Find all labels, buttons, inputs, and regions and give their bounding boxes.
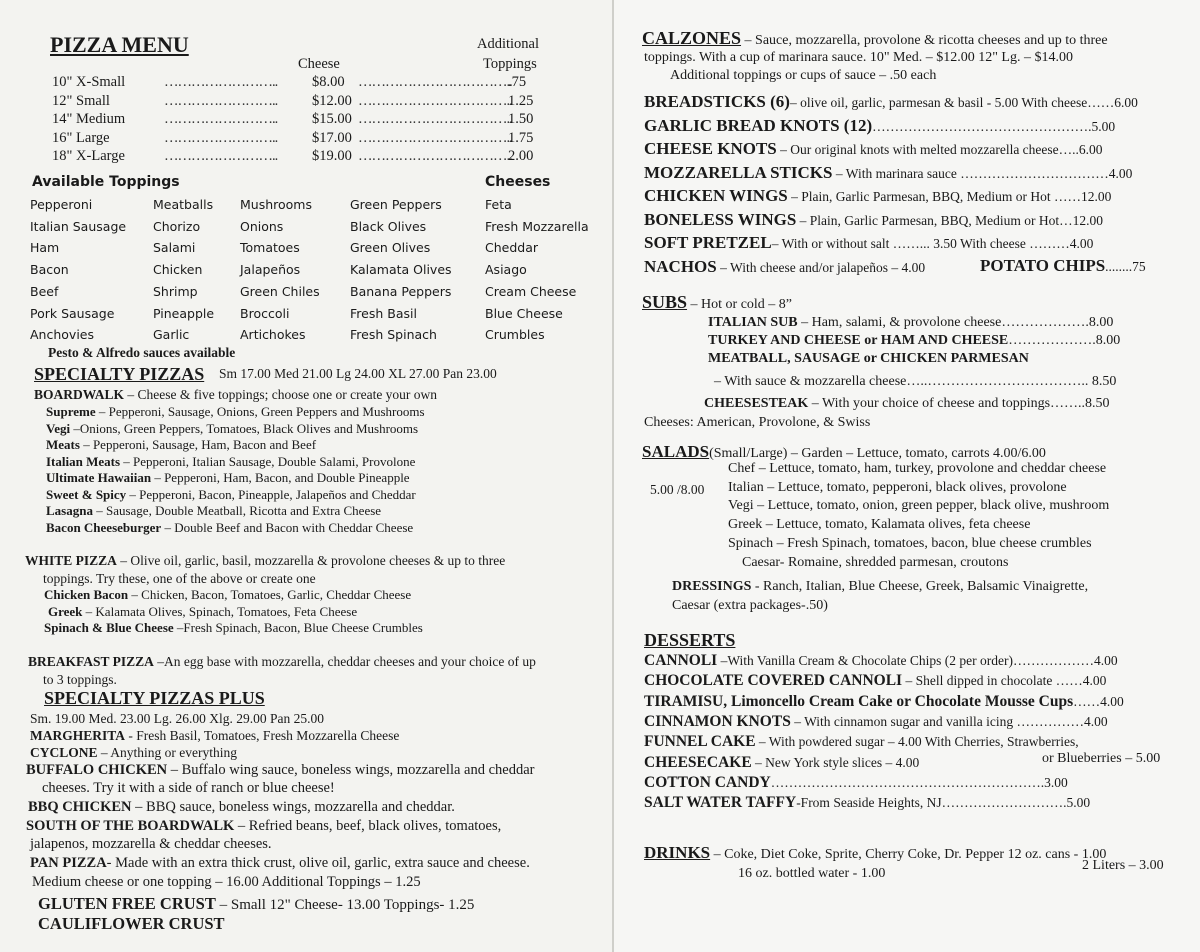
breakfast-pizza-name: BREAKFAST PIZZA <box>28 654 154 669</box>
appetizer-item-desc: – With or without salt ……... 3.50 With cheese ………4.00 <box>771 236 1094 251</box>
salad-item: Italian – Lettuce, tomato, pepperoni, black olives, provolone <box>728 479 1067 495</box>
topping-price: 1.50 <box>508 111 534 127</box>
gluten-desc: – Small 12" Cheese- 13.00 Toppings- 1.25 <box>215 897 475 913</box>
appetizer-item-desc: – Plain, Garlic Parmesan, BBQ, Medium or Hot ……12.00 <box>787 189 1112 204</box>
margherita-name: MARGHERITA <box>30 728 126 743</box>
salad-item: Caesar- Romaine, shredded parmesan, croutons <box>742 554 1009 570</box>
appetizer-item-name: GARLIC BREAD KNOTS (12) <box>644 115 873 135</box>
specialty-item <box>46 404 425 420</box>
calzones-desc-3: Additional toppings or cups of sauce – .50 each <box>670 68 937 83</box>
topping-item: Green Peppers <box>350 197 442 212</box>
topping-item: Pork Sausage <box>30 305 115 321</box>
size-label: 16" Large <box>52 129 110 146</box>
turkey-name: TURKEY AND CHEESE or HAM AND CHEESE <box>708 333 1009 348</box>
dessert-item <box>644 733 1079 751</box>
drinks-desc: – Coke, Diet Coke, Sprite, Cherry Coke, Dr. Pepper 12 oz. cans - 1.00 <box>710 847 1107 862</box>
white-pizza-item <box>48 604 357 620</box>
cyclone-line <box>30 745 237 761</box>
cyclone-desc: – Anything or everything <box>97 745 237 760</box>
sub-cheeses: Cheeses: American, Provolone, & Swiss <box>644 415 871 430</box>
potato-chips-name: POTATO CHIPS <box>980 256 1106 275</box>
salads-line <box>642 442 1046 462</box>
topping-item: Chicken <box>153 262 203 278</box>
cheese-item: Blue Cheese <box>485 305 563 321</box>
appetizer-item-desc: ………………………………………….5.00 <box>872 118 1116 134</box>
two-liters: 2 Liters – 3.00 <box>1082 858 1164 873</box>
specialty-item <box>46 437 316 453</box>
dessert-item <box>644 693 1124 711</box>
funnel-cake-extra: or Blueberries – 5.00 <box>1042 751 1161 766</box>
white-pizza-desc-2: toppings. Try these, one of the above or create one <box>43 571 316 586</box>
specialty-item <box>46 487 416 503</box>
dressings-desc-2: Caesar (extra packages-.50) <box>672 598 828 613</box>
dessert-item-desc: -From Seaside Heights, NJ……………………….5.00 <box>796 795 1091 811</box>
italian-sub-line <box>708 315 1113 331</box>
white-pizza-item-name: Spinach & Blue Cheese <box>44 620 174 635</box>
cheese-item: Fresh Mozzarella <box>485 218 589 234</box>
dessert-item-name: FUNNEL CAKE <box>644 733 756 751</box>
additional-column-header: Additional <box>477 36 540 52</box>
calzones-line <box>642 28 1108 49</box>
specialty-pizzas-title: SPECIALTY PIZZAS <box>34 364 205 384</box>
white-pizza-name: WHITE PIZZA <box>25 553 117 568</box>
dessert-item-desc: …………………………………………………….3.00 <box>770 774 1068 790</box>
dessert-item-name: SALT WATER TAFFY <box>644 794 797 812</box>
specialty-item-desc: – Pepperoni, Ham, Bacon, and Double Pineapple <box>151 470 410 485</box>
dressings-desc: - Ranch, Italian, Blue Cheese, Greek, Balsamic Vinaigrette, <box>751 579 1089 594</box>
cheese-item: Cream Cheese <box>485 283 577 299</box>
topping-item: Fresh Basil <box>350 305 417 321</box>
specialty-prices: Sm 17.00 Med 21.00 Lg 24.00 XL 27.00 Pan 23.00 <box>219 366 497 381</box>
italian-sub-name: ITALIAN SUB <box>708 315 798 330</box>
boardwalk-line <box>34 387 437 403</box>
topping-item: Chorizo <box>153 218 201 234</box>
specialty-item-desc: – Pepperoni, Bacon, Pineapple, Jalapeños and Cheddar <box>126 486 416 502</box>
topping-item: Meatballs <box>153 197 214 212</box>
topping-item: Beef <box>30 283 59 299</box>
specialty-item-name: Meats <box>46 437 80 452</box>
appetizer-item <box>644 139 1103 159</box>
dot-leader-1: …………………….. <box>164 129 278 146</box>
buffalo-desc-2: cheeses. Try it with a side of ranch or blue cheese! <box>42 780 335 796</box>
appetizer-item-name: CHEESE KNOTS <box>644 139 777 158</box>
cheese-item: Asiago <box>485 262 527 278</box>
italian-sub-desc: – Ham, salami, & provolone cheese……………….8.00 <box>797 315 1114 330</box>
calzones-name: CALZONES <box>642 28 742 48</box>
south-desc: – Refried beans, beef, black olives, tomatoes, <box>234 818 502 834</box>
dessert-item <box>644 672 1106 690</box>
topping-item: Mushrooms <box>240 197 312 212</box>
dessert-item <box>644 713 1108 731</box>
salad-item: Greek – Lettuce, tomato, Kalamata olives, feta cheese <box>728 517 1031 533</box>
topping-item: Kalamata Olives <box>350 262 452 278</box>
specialty-item-name: Ultimate Hawaiian <box>46 470 152 485</box>
size-label: 18" X-Large <box>52 148 125 164</box>
breakfast-pizza-desc-2: to 3 toppings. <box>43 672 117 687</box>
size-label: 10" X-Small <box>52 74 126 90</box>
appetizer-item <box>644 257 925 277</box>
specialty-item <box>46 503 381 519</box>
turkey-line <box>708 333 1120 349</box>
gluten-line <box>38 894 474 914</box>
topping-item: Shrimp <box>153 283 198 299</box>
boardwalk-name: BOARDWALK <box>34 387 125 402</box>
toppings-column-header: Toppings <box>483 56 537 72</box>
subs-desc: – Hot or cold – 8” <box>687 297 793 312</box>
appetizer-item-desc: – With cheese and/or jalapeños – 4.00 <box>716 259 926 275</box>
appetizer-item <box>644 186 1111 206</box>
dessert-item-desc: – With powdered sugar – 4.00 With Cherries, Strawberries, <box>755 734 1079 750</box>
dot-leader-1: …………………….. <box>164 111 278 127</box>
dessert-item <box>644 794 1090 812</box>
turkey-price: ……………….8.00 <box>1008 333 1121 348</box>
subs-line <box>642 292 792 313</box>
specialty-item-name: Sweet & Spicy <box>46 486 127 502</box>
white-pizza-item <box>44 587 411 603</box>
appetizer-item-name: BREADSTICKS (6) <box>644 92 790 111</box>
cheese-column-header: Cheese <box>298 56 340 72</box>
salads-garden: (Small/Large) – Garden – Lettuce, tomato, carrots 4.00/6.00 <box>709 446 1046 461</box>
subs-name: SUBS <box>642 292 688 312</box>
topping-item: Anchovies <box>30 327 94 343</box>
topping-price: .75 <box>508 74 527 90</box>
calzones-desc-2: toppings. With a cup of marinara sauce. 10" Med. – $12.00 12" Lg. – $14.00 <box>644 50 1073 65</box>
dressings-name: DRESSINGS <box>672 579 752 594</box>
south-line <box>26 818 501 835</box>
topping-price: 2.00 <box>508 148 534 164</box>
topping-item: Banana Peppers <box>350 283 452 299</box>
dot-leader-2: …………………………….. <box>358 74 512 90</box>
topping-price: 1.75 <box>508 129 534 146</box>
bottled-water: 16 oz. bottled water - 1.00 <box>738 866 886 881</box>
dessert-item <box>644 774 1068 792</box>
appetizer-item-desc: – Our original knots with melted mozzarella cheese…..6.00 <box>776 142 1103 157</box>
cheese-item: Feta <box>485 197 512 212</box>
meatball-sub-desc: – With sauce & mozzarella cheese…..…………………………….. 8.50 <box>714 374 1117 389</box>
cheese-price: $15.00 <box>312 111 352 127</box>
dessert-item <box>644 652 1118 670</box>
cyclone-name: CYCLONE <box>30 745 98 760</box>
topping-item: Green Chiles <box>240 283 320 299</box>
specialty-item-name: Bacon Cheeseburger <box>46 519 162 535</box>
bbq-line <box>28 799 455 816</box>
buffalo-name: BUFFALO CHICKEN <box>26 762 168 778</box>
bbq-desc: – BBQ sauce, boneless wings, mozzarella and cheddar. <box>131 799 455 815</box>
specialty-item-desc: – Pepperoni, Sausage, Ham, Bacon and Beef <box>79 437 317 452</box>
topping-item: Broccoli <box>240 305 290 321</box>
specialty-item <box>46 421 418 437</box>
toppings-heading: Available Toppings <box>32 174 180 190</box>
cheesesteak-line <box>704 396 1110 412</box>
topping-price: 1.25 <box>508 92 534 109</box>
specialty-item-name: Lasagna <box>46 503 93 518</box>
dot-leader-2: …………………………….. <box>358 92 512 109</box>
appetizer-item <box>644 92 1138 112</box>
dessert-item-desc: – With cinnamon sugar and vanilla icing ……………4.00 <box>790 713 1108 729</box>
salad-item: Vegi – Lettuce, tomato, onion, green pepper, black olive, mushroom <box>728 498 1110 514</box>
salads-price: 5.00 /8.00 <box>650 482 705 497</box>
breakfast-pizza-desc: –An egg base with mozzarella, cheddar cheeses and your choice of up <box>153 654 536 669</box>
dessert-item-name: CHEESECAKE <box>644 753 752 771</box>
white-pizza-line <box>25 553 505 569</box>
size-label: 12" Small <box>52 92 110 109</box>
dot-leader-2: …………………………….. <box>358 129 512 146</box>
potato-chips-price: ........75 <box>1105 259 1146 274</box>
specialty-item <box>46 470 410 486</box>
meatball-sub-name: MEATBALL, SAUSAGE or CHICKEN PARMESAN <box>708 351 1029 366</box>
cheese-price: $19.00 <box>312 148 352 164</box>
white-pizza-item-name: Chicken Bacon <box>44 587 129 602</box>
dessert-item-desc: – New York style slices – 4.00 <box>751 754 920 770</box>
specialty-item-desc: – Pepperoni, Sausage, Onions, Green Peppers and Mushrooms <box>95 404 425 419</box>
specialty-item-desc: – Double Beef and Bacon with Cheddar Cheese <box>161 519 414 535</box>
topping-item: Pepperoni <box>30 197 93 212</box>
white-pizza-desc: – Olive oil, garlic, basil, mozzarella & provolone cheeses & up to three <box>116 553 506 568</box>
dessert-item-name: CHOCOLATE COVERED CANNOLI <box>644 672 903 690</box>
dot-leader-2: …………………………….. <box>358 111 512 127</box>
appetizer-item-desc: – olive oil, garlic, parmesan & basil - 5.00 With cheese……6.00 <box>789 95 1138 110</box>
dessert-item-name: CINNAMON KNOTS <box>644 712 791 730</box>
salads-name: SALADS <box>642 442 710 461</box>
specialty-item-name: Italian Meats <box>46 453 121 469</box>
buffalo-line <box>26 762 534 779</box>
specialty-plus-title: SPECIALTY PIZZAS PLUS <box>44 688 265 708</box>
appetizer-item-name: SOFT PRETZEL <box>644 233 772 252</box>
dot-leader-1: …………………….. <box>164 148 278 164</box>
dessert-item-desc: –With Vanilla Cream & Chocolate Chips (2 per order)………………4.00 <box>717 653 1118 668</box>
pan-desc: - Made with an extra thick crust, olive oil, garlic, extra sauce and cheese. <box>106 855 530 871</box>
appetizer-item <box>644 116 1115 136</box>
dot-leader-1: …………………….. <box>164 74 278 90</box>
topping-item: Salami <box>153 240 196 256</box>
calzones-desc: – Sauce, mozzarella, provolone & ricotta cheeses and up to three <box>741 33 1108 48</box>
topping-item: Ham <box>30 240 60 256</box>
topping-item: Garlic <box>153 327 190 343</box>
pan-line <box>30 855 530 872</box>
cheese-price: $8.00 <box>312 74 345 90</box>
cheese-price: $17.00 <box>312 129 352 146</box>
specialty-item-desc: – Sausage, Double Meatball, Ricotta and Extra Cheese <box>92 503 382 518</box>
cheesesteak-name: CHEESESTEAK <box>704 396 809 411</box>
dot-leader-2: …………………………….. <box>358 148 512 164</box>
topping-item: Italian Sausage <box>30 218 127 234</box>
cauliflower-crust: CAULIFLOWER CRUST <box>38 914 225 933</box>
cheese-item: Cheddar <box>485 240 539 256</box>
cheese-price: $12.00 <box>312 92 352 109</box>
topping-item: Tomatoes <box>240 240 300 256</box>
appetizer-item-name: BONELESS WINGS <box>644 209 797 229</box>
specialty-item-name: Supreme <box>46 404 96 419</box>
pan-price: Medium cheese or one topping – 16.00 Additional Toppings – 1.25 <box>32 874 421 890</box>
dessert-item-name: CANNOLI <box>644 652 718 669</box>
right-column <box>612 0 1200 952</box>
specialty-plus-prices: Sm. 19.00 Med. 23.00 Lg. 26.00 Xlg. 29.00 Pan 25.00 <box>30 711 325 726</box>
potato-chips-line <box>980 256 1146 276</box>
specialty-item <box>46 520 413 536</box>
dessert-item-name: TIRAMISU, Limoncello Cream Cake or Chocolate Mousse Cups <box>644 692 1074 710</box>
dessert-item-desc: ……4.00 <box>1073 693 1124 709</box>
dot-leader-1: …………………….. <box>164 92 278 109</box>
size-label: 14" Medium <box>52 111 126 127</box>
topping-item: Onions <box>240 218 284 234</box>
boardwalk-desc: – Cheese & five toppings; choose one or create your own <box>124 387 438 402</box>
white-pizza-item-desc: –Fresh Spinach, Bacon, Blue Cheese Crumbles <box>173 620 423 635</box>
margherita-desc: - Fresh Basil, Tomatoes, Fresh Mozzarella Cheese <box>125 728 400 743</box>
dessert-item-desc: – Shell dipped in chocolate ……4.00 <box>902 673 1107 689</box>
topping-item: Artichokes <box>240 327 306 343</box>
specialty-item-desc: –Onions, Green Peppers, Tomatoes, Black Olives and Mushrooms <box>70 420 419 436</box>
appetizer-item-name: MOZZARELLA STICKS <box>644 162 833 182</box>
gluten-name: GLUTEN FREE CRUST <box>38 894 216 913</box>
south-desc-2: jalapenos, mozzarella & cheddar cheeses. <box>30 836 272 852</box>
dressings-line <box>672 579 1088 595</box>
appetizer-item-desc: – Plain, Garlic Parmesan, BBQ, Medium or Hot…12.00 <box>796 212 1103 228</box>
topping-item: Black Olives <box>350 218 427 234</box>
white-pizza-item-desc: – Kalamata Olives, Spinach, Tomatoes, Feta Cheese <box>82 603 358 619</box>
dessert-item-name: COTTON CANDY <box>644 773 771 791</box>
topping-item: Pineapple <box>153 305 215 321</box>
topping-item: Bacon <box>30 262 69 278</box>
appetizer-item <box>644 210 1103 230</box>
pizza-menu-title: PIZZA MENU <box>50 32 189 57</box>
cheese-item: Crumbles <box>485 327 545 343</box>
specialty-item-name: Vegi <box>46 420 71 436</box>
sauces-note: Pesto & Alfredo sauces available <box>48 345 236 360</box>
specialty-item <box>46 454 415 470</box>
appetizer-item <box>644 233 1093 253</box>
dessert-item <box>644 754 919 772</box>
topping-item: Green Olives <box>350 240 431 256</box>
white-pizza-item <box>44 620 423 636</box>
margherita-line <box>30 728 399 744</box>
topping-item: Fresh Spinach <box>350 327 437 343</box>
desserts-title: DESSERTS <box>644 630 736 650</box>
cheeses-heading: Cheeses <box>485 174 551 190</box>
salad-item: Spinach – Fresh Spinach, tomatoes, bacon, blue cheese crumbles <box>728 535 1092 551</box>
topping-item: Jalapeños <box>240 262 301 278</box>
salad-item: Chef – Lettuce, tomato, ham, turkey, provolone and cheddar cheese <box>728 461 1107 476</box>
cheesesteak-desc: – With your choice of cheese and toppings……..8.50 <box>808 396 1110 411</box>
white-pizza-item-name: Greek <box>48 603 83 619</box>
south-name: SOUTH OF THE BOARDWALK <box>26 818 235 834</box>
buffalo-desc: – Buffalo wing sauce, boneless wings, mozzarella and cheddar <box>167 762 535 778</box>
bbq-name: BBQ CHICKEN <box>28 799 132 815</box>
drinks-name: DRINKS <box>644 843 711 862</box>
appetizer-item-name: NACHOS <box>644 256 717 276</box>
white-pizza-item-desc: – Chicken, Bacon, Tomatoes, Garlic, Cheddar Cheese <box>128 587 412 602</box>
appetizer-item <box>644 163 1132 183</box>
appetizer-item-desc: – With marinara sauce ……………………………4.00 <box>832 165 1133 181</box>
drinks-line <box>644 843 1106 863</box>
breakfast-pizza-line <box>28 654 536 670</box>
pan-name: PAN PIZZA <box>30 855 107 871</box>
appetizer-item-name: CHICKEN WINGS <box>644 186 788 205</box>
specialty-item-desc: – Pepperoni, Italian Sausage, Double Salami, Provolone <box>120 453 416 469</box>
